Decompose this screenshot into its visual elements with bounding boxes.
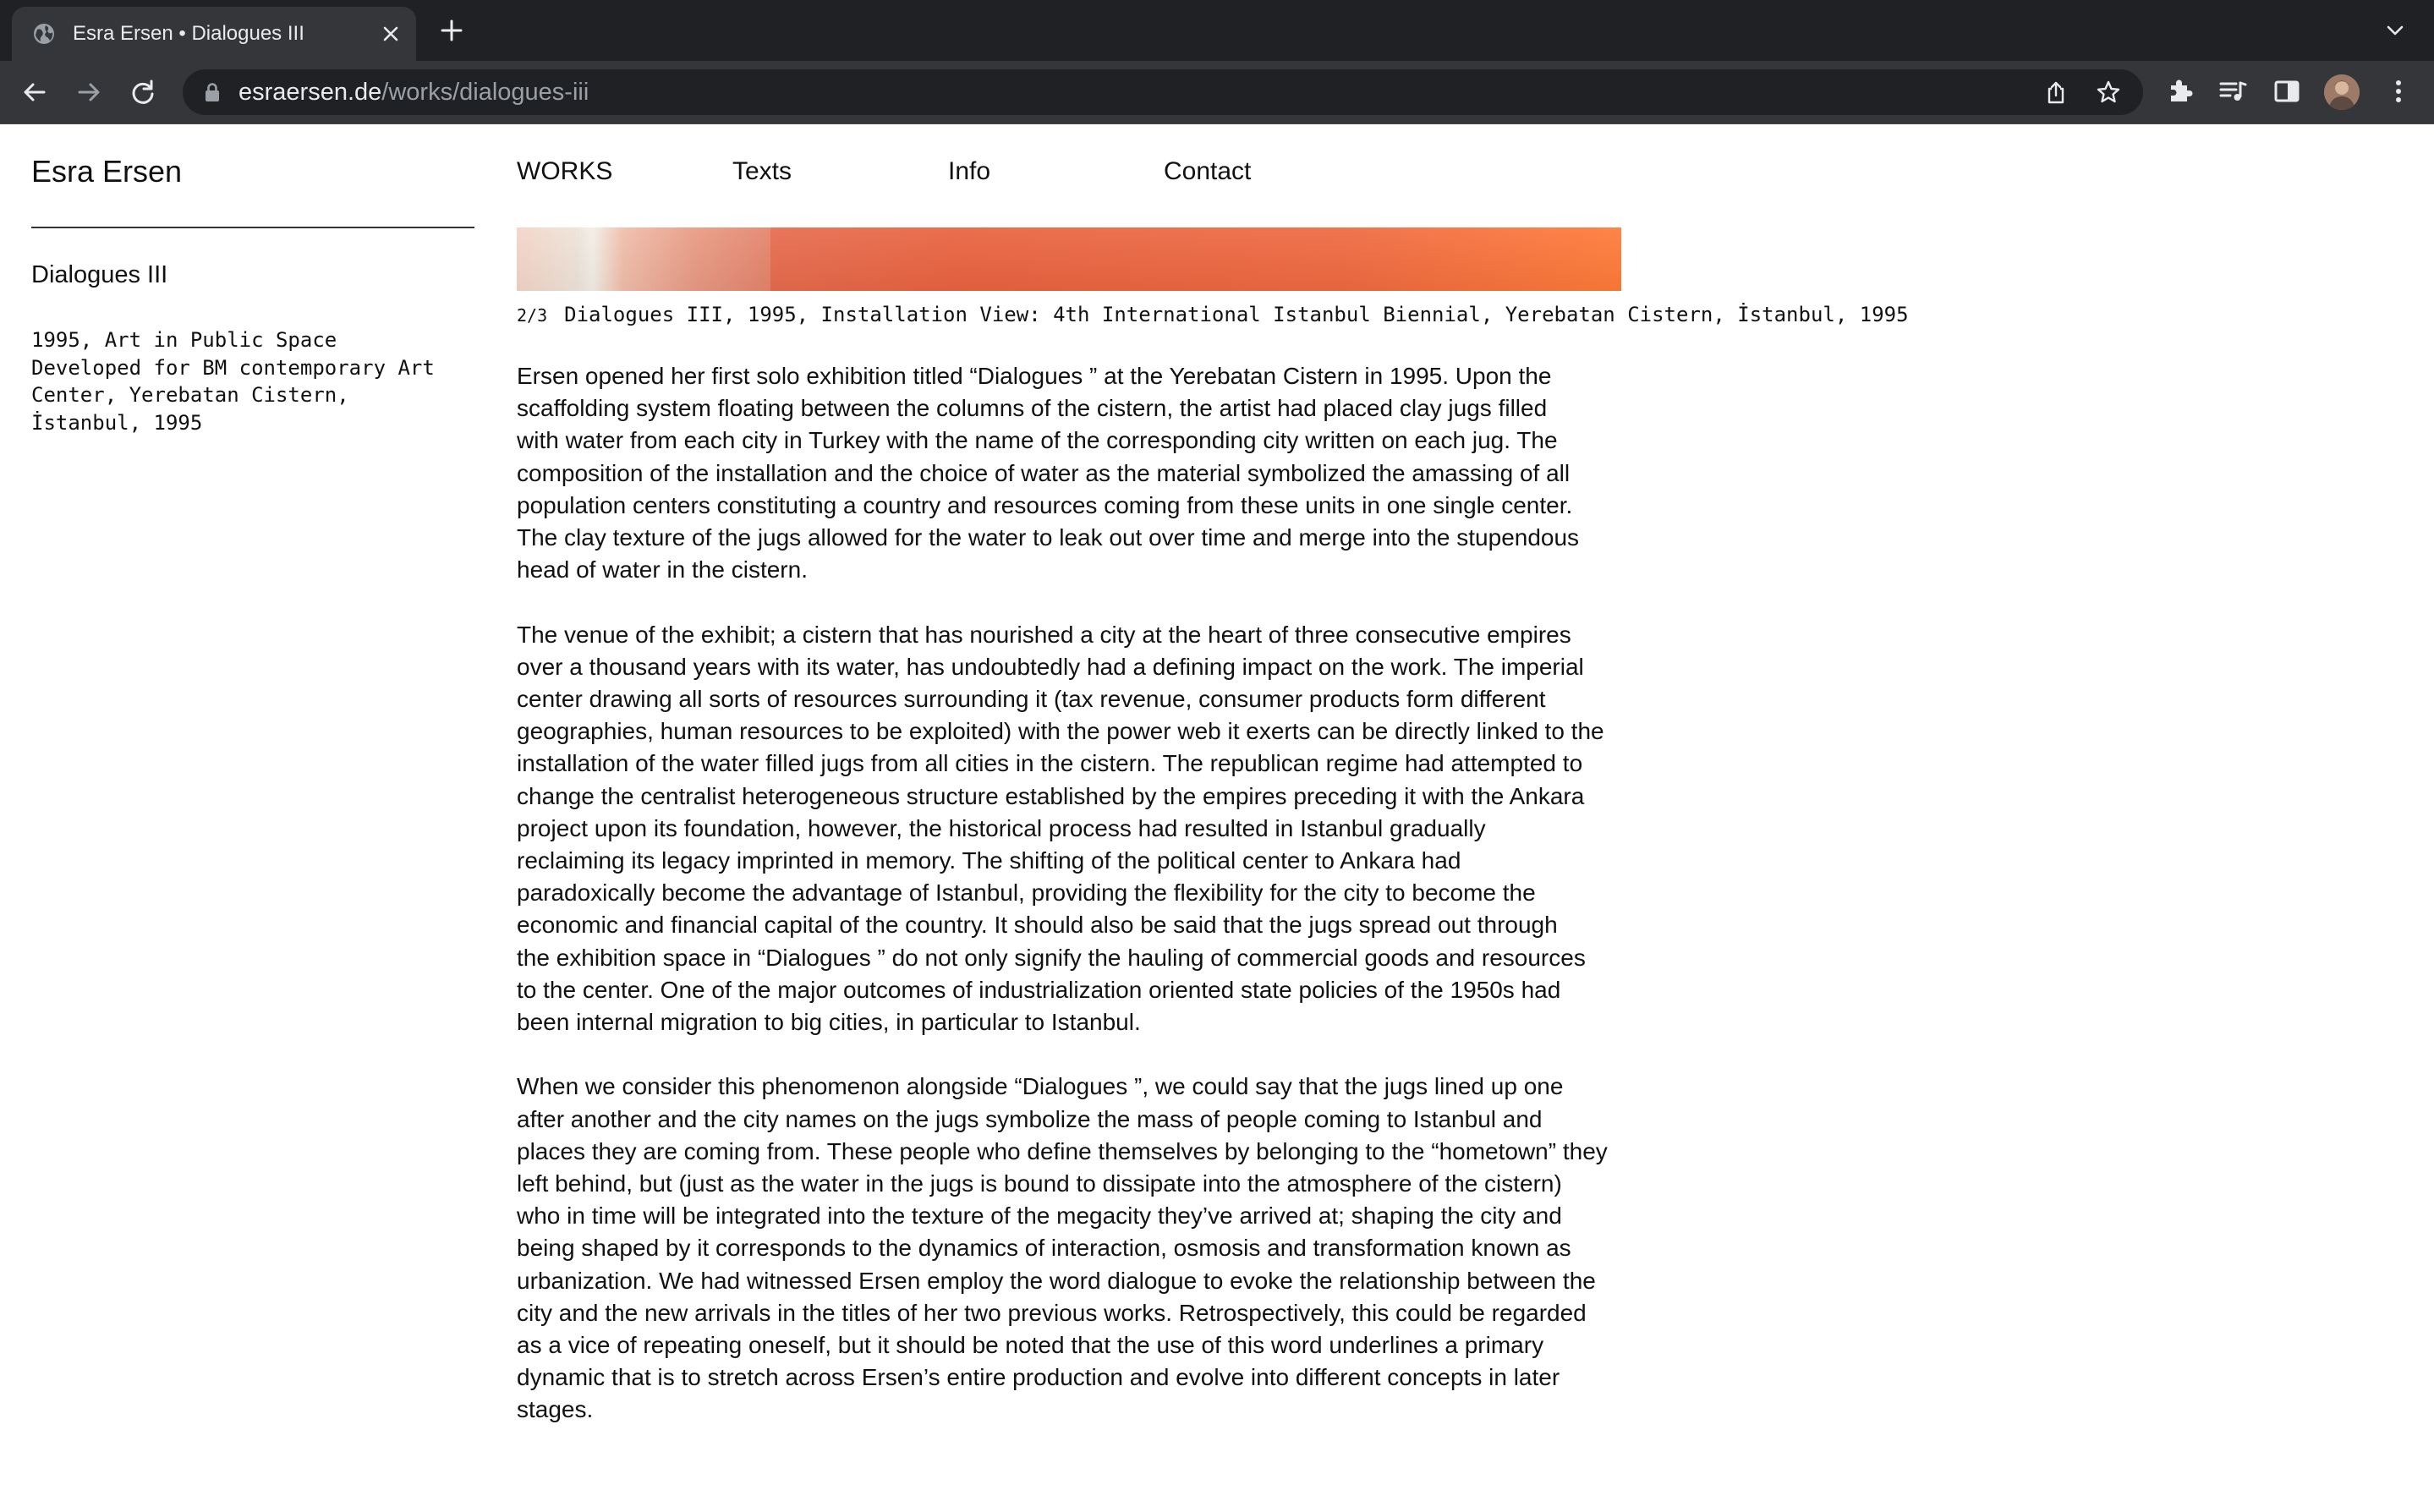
browser-toolbar — [0, 61, 2434, 124]
essay-line: after another and the city names on the jugs symbolize the mass of people coming to Istanbul and — [517, 1105, 1543, 1132]
essay-line: paradoxically become the advantage of Istanbul, providing the flexibility for the city to become the — [517, 879, 1536, 907]
essay-line: places they are coming from. These people who define themselves by belonging to the “hometown” they — [517, 1137, 1608, 1164]
url-text[interactable] — [238, 79, 589, 105]
nav-contact[interactable]: Contact — [1164, 157, 1252, 185]
essay-text — [517, 360, 1735, 1459]
chevron-down-icon[interactable] — [2383, 19, 2407, 42]
essay-paragraph — [517, 1071, 1735, 1426]
image-caption — [517, 302, 1909, 328]
work-metadata — [31, 326, 488, 436]
lock-icon[interactable] — [203, 82, 222, 102]
forward-arrow-icon[interactable] — [73, 76, 105, 108]
essay-paragraph — [517, 360, 1735, 586]
caption-text: Dialogues III, 1995, Installation View: 4th International Istanbul Biennial, Yerebatan Cistern, İstanbul, 1995 — [564, 303, 1909, 326]
essay-line: head of water in the cistern. — [517, 556, 808, 583]
essay-paragraph — [517, 619, 1735, 1039]
installation-photo[interactable] — [517, 227, 1621, 291]
site-title-link[interactable]: Esra Ersen — [31, 154, 183, 189]
image-counter: 2/3 — [517, 305, 548, 326]
new-tab-icon[interactable] — [438, 17, 465, 44]
essay-line: stages. — [517, 1396, 594, 1423]
close-tab-icon[interactable] — [379, 22, 403, 46]
essay-line: over a thousand years with its water, has undoubtedly had a defining impact on the work. The imperial — [517, 653, 1584, 680]
essay-line: scaffolding system floating between the columns of the cistern, the artist had placed clay jugs filled — [517, 395, 1548, 422]
essay-line: change the centralist heterogeneous structure established by the empires preceding it with the Ankara — [517, 782, 1585, 809]
essay-line: The clay texture of the jugs allowed for the water to leak out over time and merge into the stupendous — [517, 524, 1580, 551]
back-arrow-icon[interactable] — [19, 76, 51, 108]
essay-line: dynamic that is to stretch across Ersen’s entire production and evolve into different concepts in later — [517, 1364, 1560, 1391]
nav-info[interactable]: Info — [948, 157, 991, 185]
profile-avatar[interactable] — [2324, 74, 2360, 110]
photo-shade — [517, 227, 1621, 291]
meta-line: 1995, Art in Public Space — [31, 328, 337, 352]
avatar-photo-icon — [2324, 74, 2360, 110]
essay-line: as a vice of repeating oneself, but it should be noted that the use of this word underlines a primary — [517, 1332, 1544, 1359]
share-icon[interactable] — [2043, 79, 2069, 105]
essay-line: Ersen opened her first solo exhibition titled “Dialogues ” at the Yerebatan Cistern in 1995. Upon the — [517, 363, 1552, 389]
essay-line: When we consider this phenomenon alongside “Dialogues ”, we could say that the jugs lined up one — [517, 1073, 1564, 1100]
essay-line: reclaiming its legacy imprinted in memory. The shifting of the political center to Ankara had — [517, 847, 1461, 874]
essay-line: center drawing all sorts of resources surrounding it (tax revenue, consumer products form different — [517, 686, 1546, 713]
side-panel-icon[interactable] — [2270, 74, 2304, 108]
media-queue-icon[interactable] — [2216, 74, 2250, 108]
reload-icon[interactable] — [127, 76, 159, 108]
meta-line: Center, Yerebatan Cistern, — [31, 383, 349, 407]
tab-title: Esra Ersen • Dialogues III — [73, 22, 304, 45]
meta-line: Developed for BM contemporary Art — [31, 355, 435, 380]
globe-icon — [32, 22, 56, 46]
essay-line: been internal migration to big cities, in particular to Istanbul. — [517, 1009, 1141, 1036]
essay-line: who in time will be integrated into the texture of the megacity they’ve arrived at; shaping the city and — [517, 1202, 1562, 1230]
essay-line: with water from each city in Turkey with the name of the corresponding city written on each jug. The — [517, 427, 1558, 454]
nav-texts[interactable]: Texts — [732, 157, 792, 185]
essay-line: installation of the water filled jugs from all cities in the cistern. The republican regime had attempted to — [517, 750, 1583, 777]
work-title: Dialogues III — [31, 261, 168, 288]
browser-tab[interactable] — [12, 7, 416, 61]
essay-line: population centers constituting a country and resources coming from these units in one single center. — [517, 491, 1573, 518]
essay-line: left behind, but (just as the water in the jugs is bound to dissipate into the atmosphere of the cistern) — [517, 1170, 1562, 1197]
essay-line: to the center. One of the major outcomes of industrialization oriented state policies of the 1950s had — [517, 976, 1561, 1003]
essay-line: city and the new arrivals in the titles of her two previous works. Retrospectively, this could be regarded — [517, 1299, 1587, 1326]
meta-line: İstanbul, 1995 — [31, 410, 203, 435]
nav-works[interactable]: WORKS — [517, 157, 613, 185]
sidebar-divider — [31, 227, 474, 228]
bookmark-star-icon[interactable] — [2096, 79, 2121, 105]
essay-line: being shaped by it corresponds to the dynamics of interaction, osmosis and transformation known as — [517, 1235, 1571, 1262]
essay-line: The venue of the exhibit; a cistern that has nourished a city at the heart of three consecutive empires — [517, 621, 1571, 648]
web-page — [0, 124, 2434, 1512]
extensions-puzzle-icon[interactable] — [2163, 74, 2197, 108]
url-host: esraersen.de — [238, 79, 382, 106]
essay-line: economic and financial capital of the country. It should also be said that the jugs spread out through — [517, 912, 1558, 939]
essay-line: geographies, human resources to be exploited) with the power web it exerts can be directly linked to the — [517, 718, 1604, 745]
address-bar[interactable] — [183, 69, 2143, 115]
essay-line: composition of the installation and the choice of water as the material symbolized the amassing of all — [517, 459, 1571, 486]
essay-line: the exhibition space in “Dialogues ” do not only signify the hauling of commercial goods and resources — [517, 944, 1586, 971]
essay-line: urbanization. We had witnessed Ersen employ the word dialogue to evoke the relationship between the — [517, 1267, 1596, 1294]
essay-line: project upon its foundation, however, the historical process had resulted in Istanbul gradually — [517, 814, 1486, 841]
kebab-menu-icon[interactable] — [2382, 74, 2415, 108]
browser-tab-bar — [0, 0, 2434, 61]
url-path: /works/dialogues-iii — [381, 79, 589, 106]
